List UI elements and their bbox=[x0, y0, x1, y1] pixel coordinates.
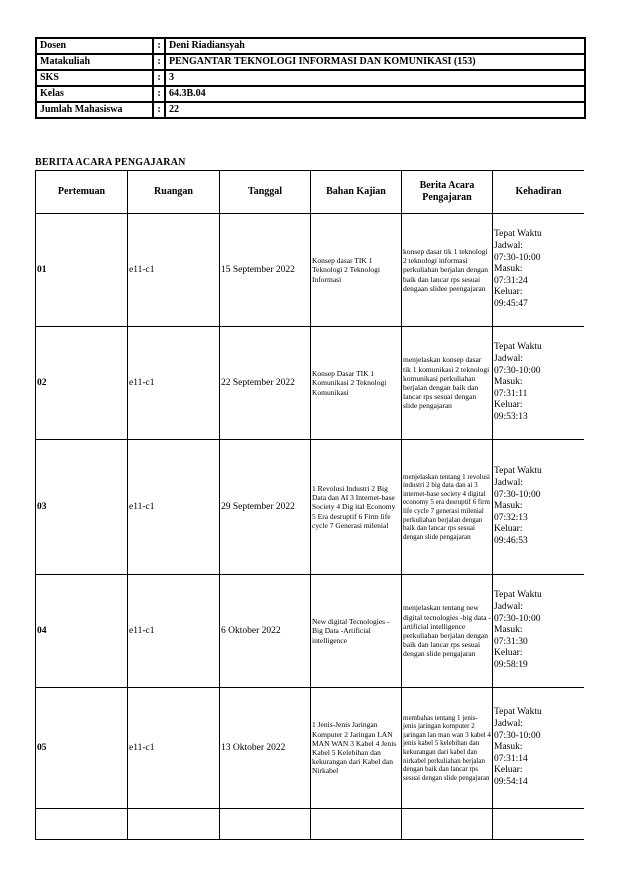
cell-kehadiran bbox=[493, 575, 585, 688]
info-colon: : bbox=[153, 102, 165, 118]
cell-kehadiran bbox=[493, 809, 585, 840]
column-header-bahan-kajian: Bahan Kajian bbox=[311, 171, 402, 214]
info-row-sks bbox=[36, 70, 585, 86]
info-colon: : bbox=[153, 86, 165, 102]
teaching-log-container bbox=[35, 170, 584, 877]
cell-pertemuan: 05 bbox=[36, 688, 128, 809]
attendance-schedule-label: Jadwal: bbox=[494, 354, 524, 365]
teaching-log-table bbox=[35, 170, 584, 840]
cell-ruangan: e11-c1 bbox=[128, 575, 220, 688]
attendance-in-label: Masuk: bbox=[494, 264, 523, 275]
cell-tanggal bbox=[220, 809, 311, 840]
cell-bahan-kajian: Konsep dasar TIK 1 Teknologi 2 Teknologi Informasi bbox=[311, 214, 402, 327]
attendance-in-label: Masuk: bbox=[494, 625, 523, 636]
cell-kehadiran bbox=[493, 688, 585, 809]
table-row bbox=[36, 214, 585, 327]
info-row-jumlah-mahasiswa bbox=[36, 102, 585, 118]
cell-pertemuan: 02 bbox=[36, 327, 128, 440]
info-row-dosen bbox=[36, 38, 585, 54]
table-header-row bbox=[36, 171, 585, 214]
attendance-status: Tepat Waktu bbox=[494, 707, 542, 718]
cell-ruangan: e11-c1 bbox=[128, 688, 220, 809]
column-header-kehadiran: Kehadiran bbox=[493, 171, 585, 214]
cell-berita-acara: menjelaskan tentang 1 revolusi industri 2 big data dan ai 3 internet-base society 4 digital economy 5 era desruptif 6 firm life cycle 7 generasi milenial perkuliahan berjalan dengan baik dan lancar rps sesuai dengan slide pengajaran bbox=[402, 440, 493, 575]
attendance-schedule: 07:30-10:00 bbox=[494, 730, 541, 741]
cell-kehadiran bbox=[493, 214, 585, 327]
info-value: 3 bbox=[165, 70, 585, 86]
cell-berita-acara bbox=[402, 809, 493, 840]
attendance-out-time: 09:54:14 bbox=[494, 776, 528, 787]
cell-pertemuan: 01 bbox=[36, 214, 128, 327]
attendance-in-label: Masuk: bbox=[494, 377, 523, 388]
table-row bbox=[36, 440, 585, 575]
column-header-pertemuan: Pertemuan bbox=[36, 171, 128, 214]
attendance-out-time: 09:58:19 bbox=[494, 659, 528, 670]
info-colon: : bbox=[153, 54, 165, 70]
attendance-in-time: 07:32:13 bbox=[494, 512, 528, 523]
cell-bahan-kajian: 1 Revolusi Industri 2 Big Data dan AI 3 Internet-base Society 4 Dig ital Economy 5 Era desruptif 6 Firm life cycle 7 Generasi milenial bbox=[311, 440, 402, 575]
attendance-schedule-label: Jadwal: bbox=[494, 719, 524, 730]
attendance-status: Tepat Waktu bbox=[494, 466, 542, 477]
info-value: Deni Riadiansyah bbox=[165, 38, 585, 54]
cell-bahan-kajian: Konsep Dasar TIK 1 Komunikasi 2 Teknologi Komunikasi bbox=[311, 327, 402, 440]
column-header-tanggal: Tanggal bbox=[220, 171, 311, 214]
cell-tanggal: 29 September 2022 bbox=[220, 440, 311, 575]
table-row bbox=[36, 575, 585, 688]
attendance-schedule: 07:30-10:00 bbox=[494, 365, 541, 376]
info-label: SKS bbox=[36, 70, 153, 86]
attendance-out-time: 09:46:53 bbox=[494, 535, 528, 546]
attendance-out-time: 09:53:13 bbox=[494, 411, 528, 422]
cell-ruangan bbox=[128, 809, 220, 840]
cell-kehadiran bbox=[493, 440, 585, 575]
course-info-table bbox=[35, 37, 586, 119]
attendance-schedule: 07:30-10:00 bbox=[494, 489, 541, 500]
cell-tanggal: 15 September 2022 bbox=[220, 214, 311, 327]
attendance-status: Tepat Waktu bbox=[494, 590, 542, 601]
cell-tanggal: 22 September 2022 bbox=[220, 327, 311, 440]
cell-berita-acara: membahas tentang 1 jenis-jenis jaringan komputer 2 jaringan lan man wan 3 kabel 4 jenis kabel 5 kelebihan dan kekurangan dari kabel dan nirkabel perkuliahan berjalan dengan baik dan lancar rps sesuai dengan slide pengajaran bbox=[402, 688, 493, 809]
attendance-out-label: Keluar: bbox=[494, 287, 523, 298]
attendance-in-time: 07:31:24 bbox=[494, 275, 528, 286]
cell-tanggal: 6 Oktober 2022 bbox=[220, 575, 311, 688]
attendance-out-label: Keluar: bbox=[494, 524, 523, 535]
info-label: Matakuliah bbox=[36, 54, 153, 70]
attendance-in-label: Masuk: bbox=[494, 501, 523, 512]
table-row bbox=[36, 809, 585, 840]
cell-berita-acara: konsep dasar tik 1 teknologi 2 teknologi informasi perkuliahan berjalan dengan baik dan lancar rps sesuai dengaan slidee peengajaran bbox=[402, 214, 493, 327]
attendance-in-time: 07:31:30 bbox=[494, 636, 528, 647]
cell-ruangan: e11-c1 bbox=[128, 214, 220, 327]
cell-ruangan: e11-c1 bbox=[128, 327, 220, 440]
attendance-out-label: Keluar: bbox=[494, 765, 523, 776]
cell-bahan-kajian: 1 Jenis-Jenis Jaringan Komputer 2 Jaringan LAN MAN WAN 3 Kabel 4 Jenis Kabel 5 Kelebihan dan kekurangan dari Kabel dan Nirkabel bbox=[311, 688, 402, 809]
attendance-out-label: Keluar: bbox=[494, 648, 523, 659]
cell-bahan-kajian bbox=[311, 809, 402, 840]
info-row-kelas bbox=[36, 86, 585, 102]
cell-kehadiran bbox=[493, 327, 585, 440]
info-colon: : bbox=[153, 38, 165, 54]
column-header-berita-acara: Berita Acara Pengajaran bbox=[402, 171, 493, 214]
table-row bbox=[36, 327, 585, 440]
cell-pertemuan: 03 bbox=[36, 440, 128, 575]
attendance-status: Tepat Waktu bbox=[494, 342, 542, 353]
attendance-schedule-label: Jadwal: bbox=[494, 478, 524, 489]
attendance-schedule: 07:30-10:00 bbox=[494, 252, 541, 263]
cell-berita-acara: menjelaskan tentang new digital tecnologies -big data -artificial intelligence perkuliahan berjalan dengan baik dan lancar rps sesuai dengan slide pengajaran bbox=[402, 575, 493, 688]
column-header-ruangan: Ruangan bbox=[128, 171, 220, 214]
attendance-schedule-label: Jadwal: bbox=[494, 241, 524, 252]
info-label: Kelas bbox=[36, 86, 153, 102]
info-row-matakuliah bbox=[36, 54, 585, 70]
attendance-out-label: Keluar: bbox=[494, 400, 523, 411]
attendance-status: Tepat Waktu bbox=[494, 229, 542, 240]
attendance-in-time: 07:31:14 bbox=[494, 753, 528, 764]
table-row bbox=[36, 688, 585, 809]
cell-tanggal: 13 Oktober 2022 bbox=[220, 688, 311, 809]
info-colon: : bbox=[153, 70, 165, 86]
attendance-schedule-label: Jadwal: bbox=[494, 602, 524, 613]
attendance-schedule: 07:30-10:00 bbox=[494, 613, 541, 624]
attendance-in-time: 07:31:11 bbox=[494, 388, 528, 399]
info-value: 22 bbox=[165, 102, 585, 118]
cell-pertemuan bbox=[36, 809, 128, 840]
info-value: PENGANTAR TEKNOLOGI INFORMASI DAN KOMUNIKASI (153) bbox=[165, 54, 585, 70]
cell-berita-acara: menjelaskan konsep dasar tik 1 komunikasi 2 teknologi komunikasi perkuliahan berjalan dengan baik dan lancar rps sesuai dengan slide pengajaran bbox=[402, 327, 493, 440]
attendance-in-label: Masuk: bbox=[494, 742, 523, 753]
info-label: Dosen bbox=[36, 38, 153, 54]
cell-ruangan: e11-c1 bbox=[128, 440, 220, 575]
info-label: Jumlah Mahasiswa bbox=[36, 102, 153, 118]
cell-bahan-kajian: New digital Tecnologies -Big Data -Artificial intelligence bbox=[311, 575, 402, 688]
section-title: BERITA ACARA PENGAJARAN bbox=[35, 157, 186, 168]
cell-pertemuan: 04 bbox=[36, 575, 128, 688]
attendance-out-time: 09:45:47 bbox=[494, 298, 528, 309]
info-value: 64.3B.04 bbox=[165, 86, 585, 102]
